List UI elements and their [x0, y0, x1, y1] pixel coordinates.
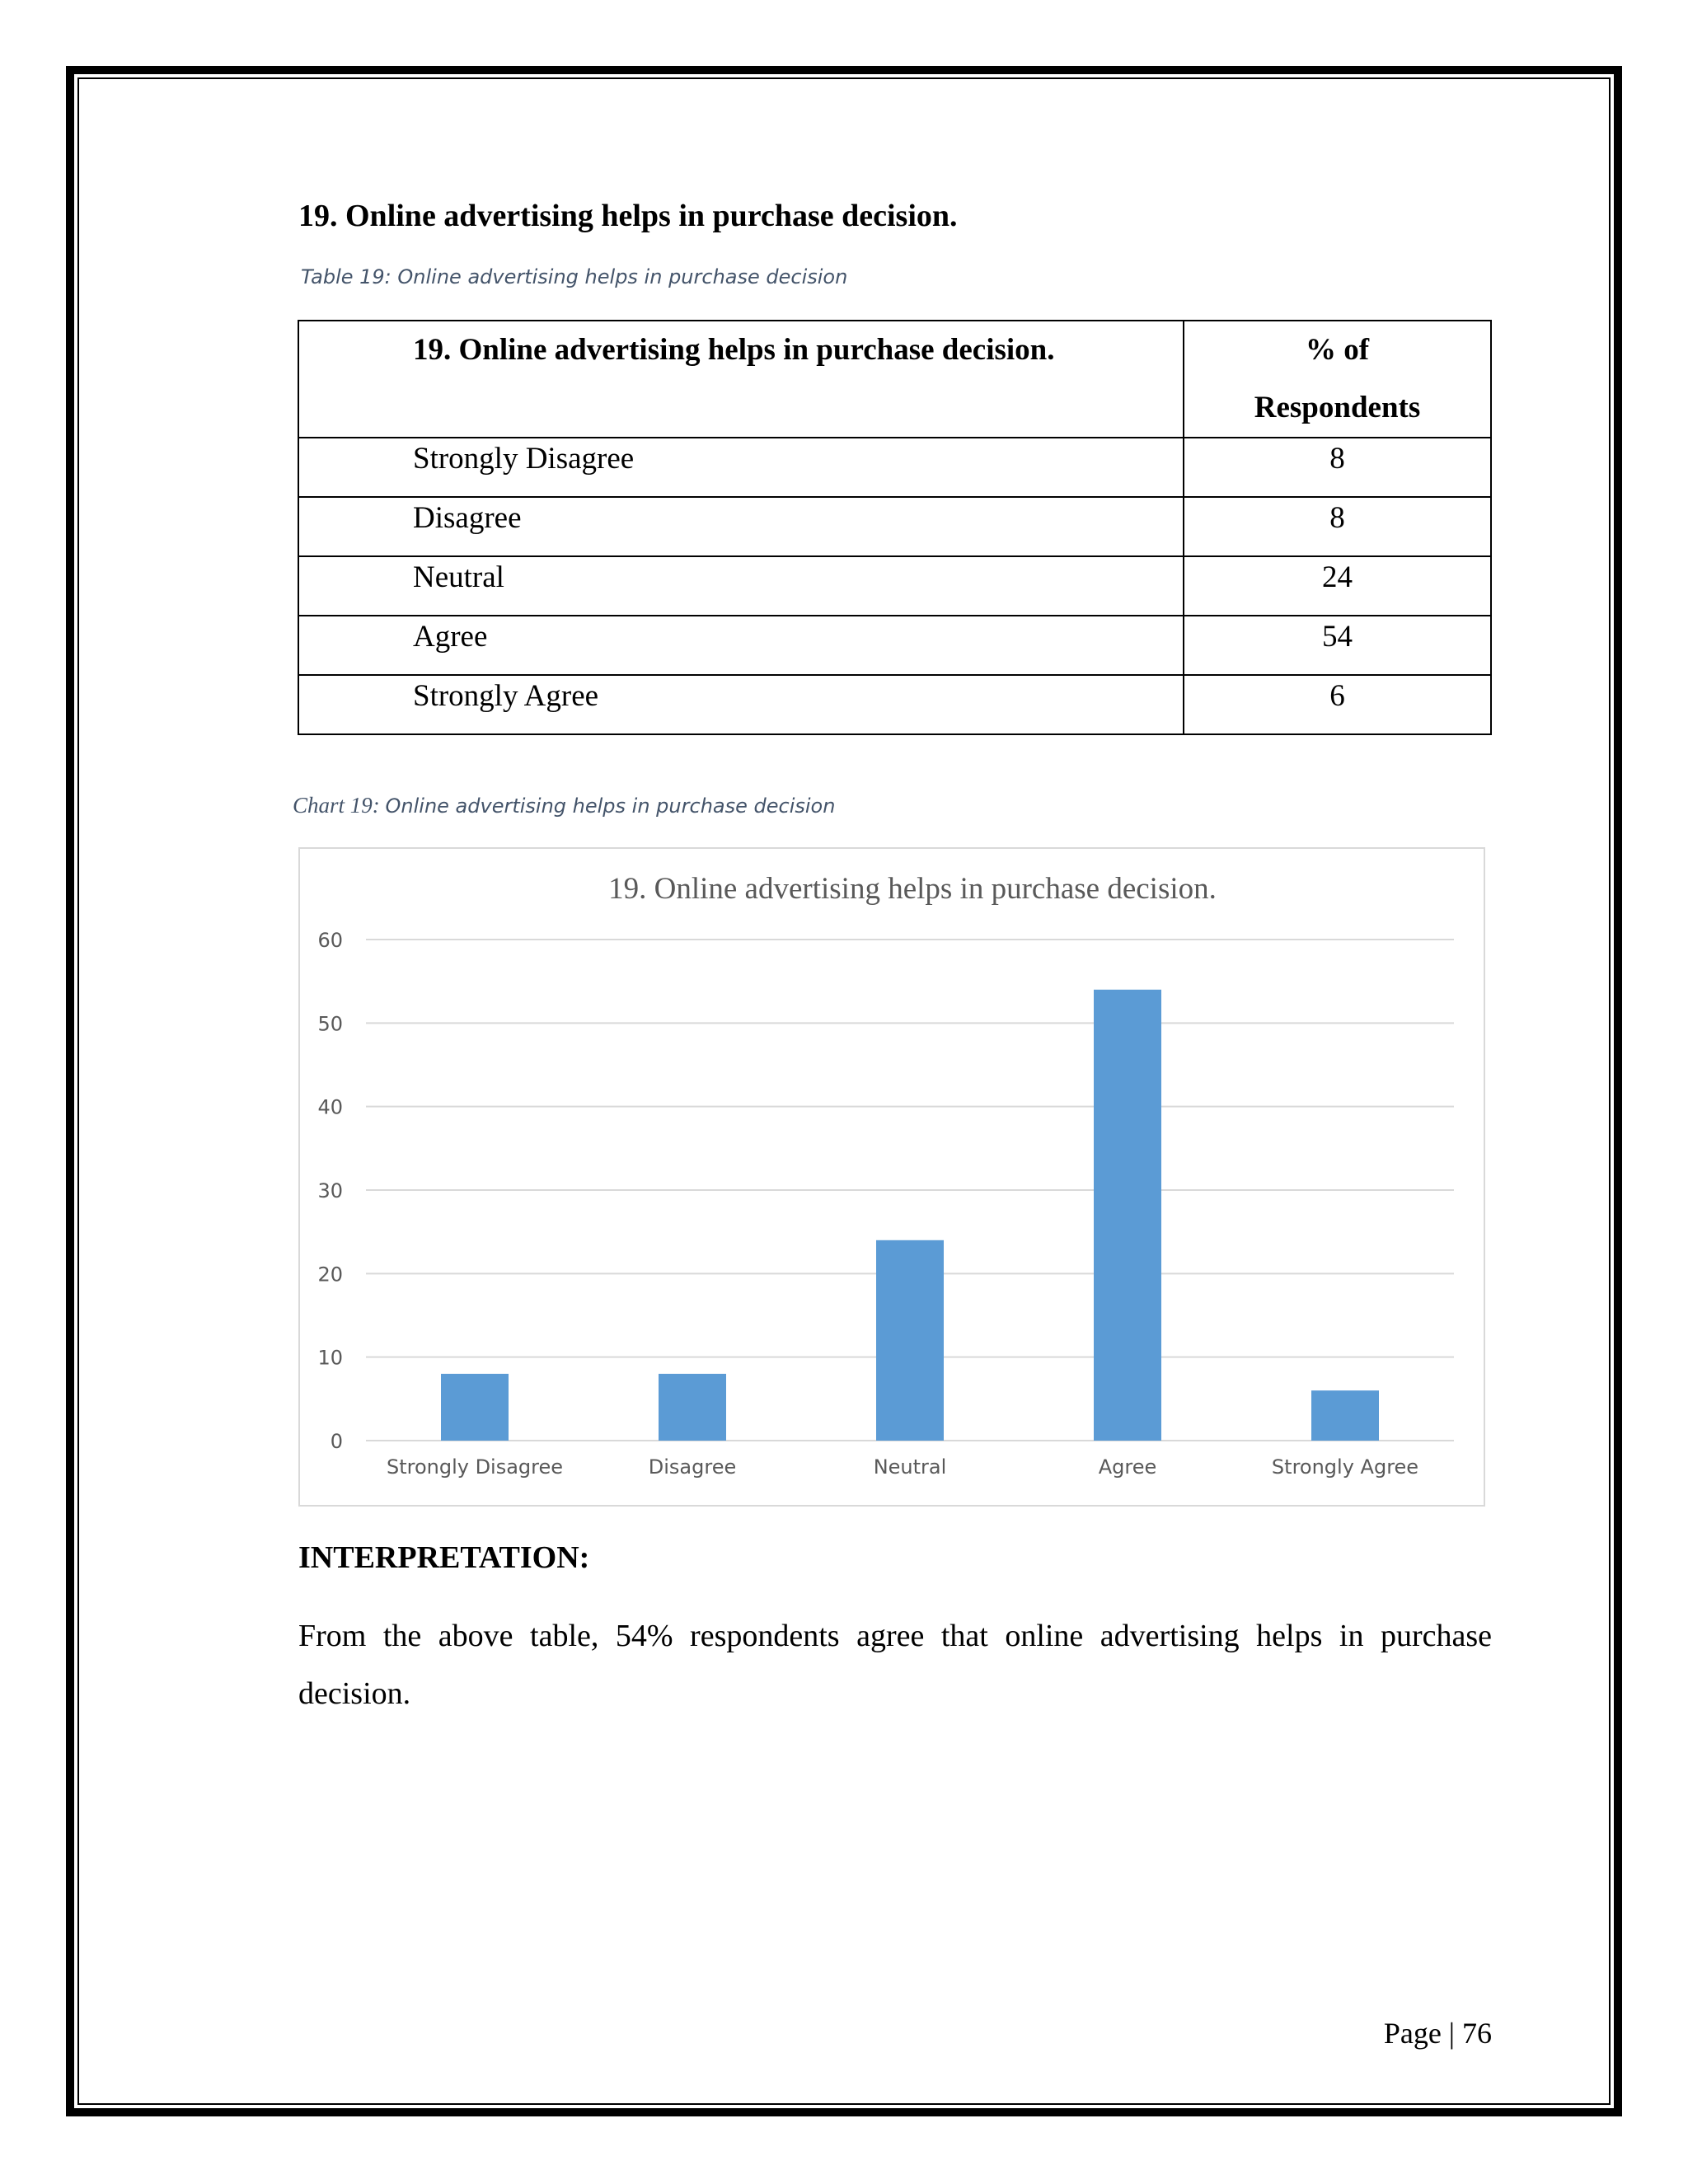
- table-row: [298, 438, 1491, 497]
- table-row: [298, 675, 1491, 734]
- bar: [1311, 1390, 1379, 1441]
- y-tick-label: 60: [317, 929, 343, 952]
- x-tick-label: Strongly Agree: [1271, 1455, 1419, 1479]
- chart-caption-text: Online advertising helps in purchase decision: [385, 794, 836, 818]
- y-tick-label: 30: [317, 1179, 343, 1202]
- table-cell-label: Disagree: [298, 497, 1184, 556]
- bar-chart: [298, 847, 1485, 1507]
- bar: [876, 1240, 944, 1441]
- table-cell-label: Strongly Agree: [298, 675, 1184, 734]
- table-row: [298, 556, 1491, 616]
- responses-table: [298, 320, 1492, 735]
- table-header-value-line2: Respondents: [1254, 391, 1421, 424]
- chart-caption-prefix: Chart 19:: [293, 793, 386, 818]
- x-tick-label: Neutral: [873, 1455, 947, 1479]
- bar: [441, 1374, 509, 1441]
- y-tick-label: 10: [317, 1346, 343, 1370]
- y-tick-label: 20: [317, 1263, 343, 1286]
- interpretation-title: INTERPRETATION:: [298, 1540, 590, 1575]
- bar: [1094, 990, 1161, 1441]
- table-cell-label: Agree: [298, 616, 1184, 675]
- table-cell-label: Neutral: [298, 556, 1184, 616]
- table-cell-value: 6: [1184, 675, 1491, 734]
- y-tick-label: 40: [317, 1095, 343, 1119]
- bar-chart-svg: [300, 849, 1484, 1505]
- chart-title: 19. Online advertising helps in purchase decision.: [608, 872, 1217, 906]
- table-header-row: [298, 321, 1491, 438]
- x-tick-label: Agree: [1098, 1455, 1157, 1479]
- chart-caption: [293, 793, 835, 818]
- bar: [659, 1374, 726, 1441]
- table-row: [298, 616, 1491, 675]
- interpretation-text: From the above table, 54% respondents agree that online advertising helps in purchase decision.: [298, 1619, 1492, 1711]
- y-tick-label: 0: [330, 1430, 343, 1453]
- table-header-value-line1: % of: [1305, 333, 1370, 367]
- table-cell-value: 54: [1184, 616, 1491, 675]
- page-number: Page | 76: [1383, 2017, 1492, 2050]
- table-cell-value: 24: [1184, 556, 1491, 616]
- x-tick-label: Strongly Disagree: [386, 1455, 564, 1479]
- table-header-label: 19. Online advertising helps in purchase decision.: [298, 321, 1184, 438]
- table-cell-label: Strongly Disagree: [298, 438, 1184, 497]
- table-row: [298, 497, 1491, 556]
- y-tick-label: 50: [317, 1012, 343, 1036]
- x-tick-label: Disagree: [648, 1455, 737, 1479]
- table-caption: Table 19: Online advertising helps in purchase decision: [301, 265, 848, 288]
- table-header-value: [1184, 321, 1491, 438]
- table-cell-value: 8: [1184, 438, 1491, 497]
- table-cell-value: 8: [1184, 497, 1491, 556]
- section-heading: 19. Online advertising helps in purchase decision.: [298, 199, 958, 233]
